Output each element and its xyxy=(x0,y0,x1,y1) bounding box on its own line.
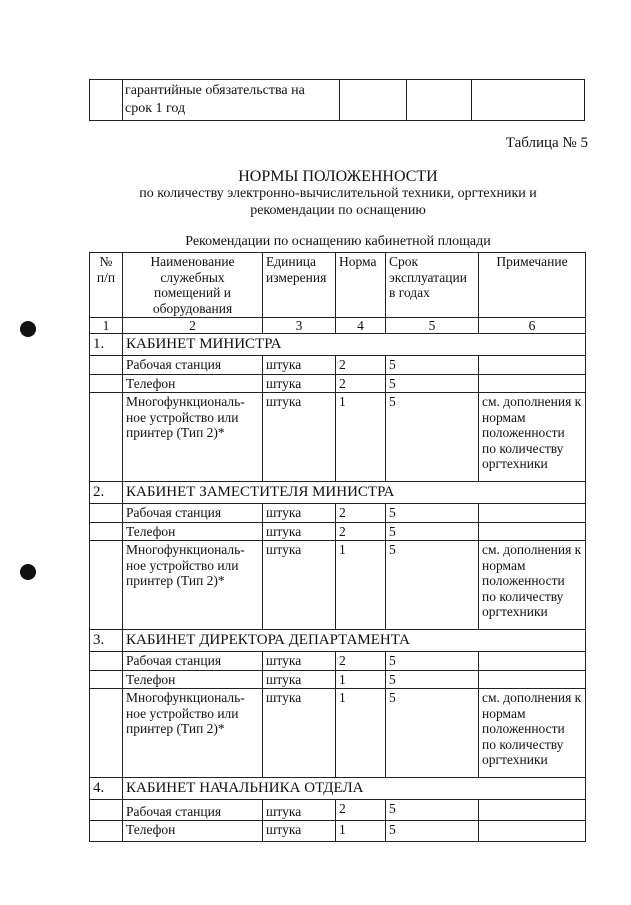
item-name: Рабочая станция xyxy=(123,504,263,523)
item-name: Рабочая станция xyxy=(123,800,263,821)
item-norm: 2 xyxy=(336,356,386,375)
cabinet-number: 2. xyxy=(90,482,123,504)
item-note: см. дополнения к нормам положенности по количеству оргтехники xyxy=(479,393,586,482)
item-term: 5 xyxy=(386,393,479,482)
cabinet-title: КАБИНЕТ ДИРЕКТОРА ДЕПАРТАМЕНТА xyxy=(123,630,586,652)
item-term: 5 xyxy=(386,652,479,671)
cabinet-row xyxy=(90,334,586,356)
item-note: см. дополнения к нормам положенности по количеству оргтехники xyxy=(479,689,586,778)
item-unit: штука xyxy=(263,393,336,482)
cabinet-title: КАБИНЕТ НАЧАЛЬНИКА ОТДЕЛА xyxy=(123,778,586,800)
item-term: 5 xyxy=(386,800,479,821)
cabinet-row xyxy=(90,630,586,652)
column-number: 5 xyxy=(386,318,479,334)
item-term: 5 xyxy=(386,821,479,842)
item-name: Телефон xyxy=(123,374,263,393)
item-term: 5 xyxy=(386,356,479,375)
table-label: Таблица № 5 xyxy=(505,135,588,151)
table-row xyxy=(90,504,586,523)
item-term: 5 xyxy=(386,541,479,630)
item-norm: 2 xyxy=(336,800,386,821)
header-num: № п/п xyxy=(90,253,123,318)
norms-table xyxy=(89,252,586,842)
item-norm: 2 xyxy=(336,504,386,523)
item-norm: 1 xyxy=(336,689,386,778)
item-name: Многофункциональ-ное устройство или принтер (Тип 2)* xyxy=(123,541,263,630)
item-norm: 1 xyxy=(336,541,386,630)
item-norm: 2 xyxy=(336,522,386,541)
section-title: Рекомендации по оснащению кабинетной площади xyxy=(185,234,491,249)
header-row xyxy=(90,253,586,318)
fragment-cell xyxy=(90,80,123,121)
item-norm: 1 xyxy=(336,821,386,842)
header-term: Срок эксплуатации в годах xyxy=(386,253,479,318)
item-unit: штука xyxy=(263,356,336,375)
item-name: Многофункциональ-ное устройство или принтер (Тип 2)* xyxy=(123,393,263,482)
header-norm: Норма xyxy=(336,253,386,318)
item-norm: 2 xyxy=(336,652,386,671)
item-term: 5 xyxy=(386,522,479,541)
binder-hole-top xyxy=(20,321,36,337)
table-row xyxy=(90,374,586,393)
item-name: Многофункциональ-ное устройство или принтер (Тип 2)* xyxy=(123,689,263,778)
header-note: Примечание xyxy=(479,253,586,318)
table-row xyxy=(90,670,586,689)
item-name: Телефон xyxy=(123,821,263,842)
item-name: Телефон xyxy=(123,670,263,689)
fragment-text-cell xyxy=(123,80,340,121)
item-name: Телефон xyxy=(123,522,263,541)
fragment-cell xyxy=(407,80,472,121)
item-norm: 1 xyxy=(336,670,386,689)
column-number: 4 xyxy=(336,318,386,334)
cabinet-number: 3. xyxy=(90,630,123,652)
table-row xyxy=(90,800,586,821)
column-number: 3 xyxy=(263,318,336,334)
item-norm: 2 xyxy=(336,374,386,393)
cabinet-title: КАБИНЕТ ЗАМЕСТИТЕЛЯ МИНИСТРА xyxy=(123,482,586,504)
item-name: Рабочая станция xyxy=(123,356,263,375)
item-term: 5 xyxy=(386,374,479,393)
document-subtitle-line1: по количеству электронно-вычислительной техники, оргтехники и xyxy=(139,186,537,201)
fragment-cell xyxy=(340,80,407,121)
item-unit: штука xyxy=(263,522,336,541)
item-unit: штука xyxy=(263,689,336,778)
item-unit: штука xyxy=(263,541,336,630)
cabinet-number: 1. xyxy=(90,334,123,356)
item-term: 5 xyxy=(386,670,479,689)
column-number: 1 xyxy=(90,318,123,334)
item-norm: 1 xyxy=(336,393,386,482)
item-note: см. дополнения к нормам положенности по количеству оргтехники xyxy=(479,541,586,630)
column-number: 2 xyxy=(123,318,263,334)
table-row xyxy=(90,393,586,482)
cabinet-row xyxy=(90,778,586,800)
item-unit: штука xyxy=(263,374,336,393)
document-title: НОРМЫ ПОЛОЖЕННОСТИ xyxy=(238,168,438,185)
fragment-cell xyxy=(472,80,585,121)
column-number-row xyxy=(90,318,586,334)
header-name: Наименование служебных помещений и оборудования xyxy=(123,253,263,318)
binder-hole-bottom xyxy=(20,564,36,580)
item-unit: штука xyxy=(263,504,336,523)
header-unit: Единица измерения xyxy=(263,253,336,318)
table-row xyxy=(90,522,586,541)
document-subtitle-line2: рекомендации по оснащению xyxy=(250,203,426,218)
fragment-text-line2: срок 1 год xyxy=(125,101,186,116)
item-unit: штука xyxy=(263,670,336,689)
item-unit: штука xyxy=(263,652,336,671)
item-term: 5 xyxy=(386,689,479,778)
cabinet-number: 4. xyxy=(90,778,123,800)
top-fragment-table xyxy=(89,79,585,121)
item-term: 5 xyxy=(386,504,479,523)
table-row xyxy=(90,652,586,671)
table-row xyxy=(90,689,586,778)
fragment-text-line1: гарантийные обязательства на xyxy=(125,83,305,98)
item-name: Рабочая станция xyxy=(123,652,263,671)
item-unit: штука xyxy=(263,821,336,842)
item-unit: штука xyxy=(263,800,336,821)
table-row xyxy=(90,541,586,630)
cabinet-title: КАБИНЕТ МИНИСТРА xyxy=(123,334,586,356)
column-number: 6 xyxy=(479,318,586,334)
cabinet-row xyxy=(90,482,586,504)
table-row xyxy=(90,356,586,375)
table-row xyxy=(90,821,586,842)
